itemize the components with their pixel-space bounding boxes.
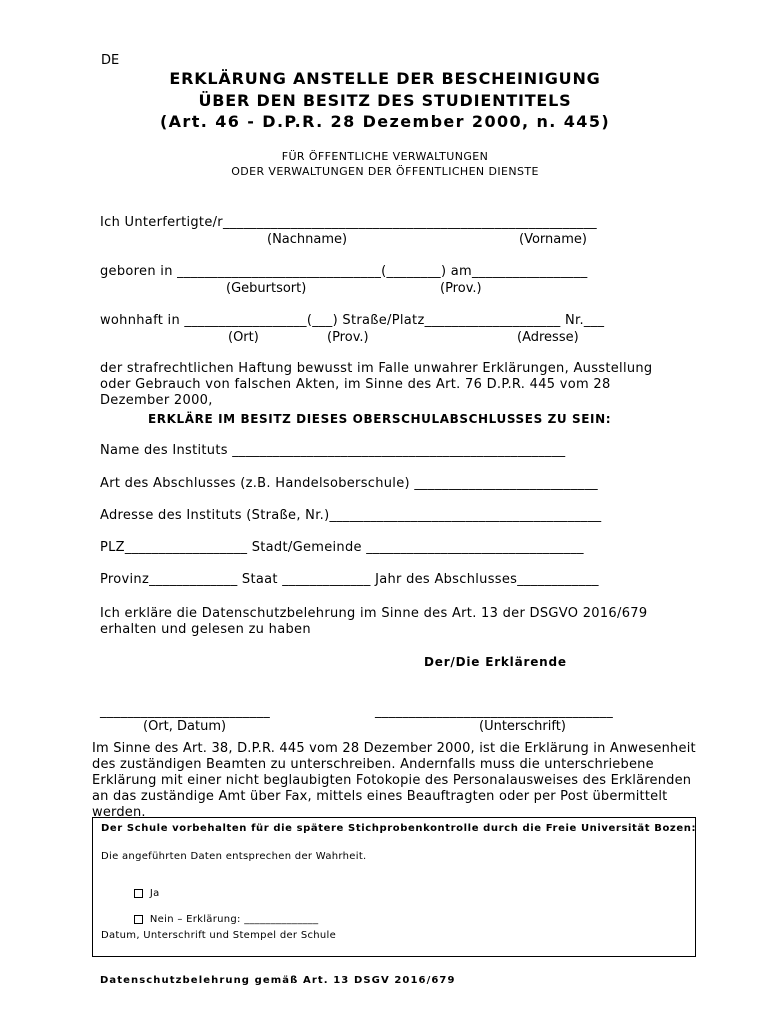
subtitle-line-1: FÜR ÖFFENTLICHE VERWALTUNGEN xyxy=(281,150,489,163)
privacy-statement: Ich erkläre die Datenschutzbelehrung im Sinne des Art. 13 der DSGVO 2016/679 erhalten und gelesen zu haben xyxy=(100,606,648,637)
title-line-1: ERKLÄRUNG ANSTELLE DER BESCHEINIGUNG xyxy=(169,69,601,88)
undersigned-field[interactable]: Ich Unterfertigte/r_______________________________________________________ xyxy=(100,215,597,230)
institute-address-field[interactable]: Adresse des Instituts (Straße, Nr.)________________________________________ xyxy=(100,508,602,523)
art38-paragraph: Im Sinne des Art. 38, D.P.R. 445 vom 28 Dezember 2000, ist die Erklärung in Anwesenheit des zuständigen Beamten zu unterschreiben. Andernfalls muss die unterschriebene Erklärung mit einer nicht beglaubigten Fotokopie des Personalausweises des Erklärenden an das zuständige Amt über Fax, mittels eines Beauftragten oder per Post übermittelt werden. xyxy=(92,741,696,820)
checkbox-yes[interactable] xyxy=(134,889,143,898)
title-line-3: (Art. 46 - D.P.R. 28 Dezember 2000, n. 445) xyxy=(159,112,611,131)
option-yes-label: Ja xyxy=(149,888,160,899)
subtitle-line-2: ODER VERWALTUNGEN DER ÖFFENTLICHEN DIENSTE xyxy=(231,165,539,178)
title-line-2: ÜBER DEN BESITZ DES STUDIENTITELS xyxy=(198,91,572,110)
surname-label: (Nachname) xyxy=(267,232,348,247)
signature-label: (Unterschrift) xyxy=(479,719,566,734)
degree-type-field[interactable]: Art des Abschlusses (z.B. Handelsoberschule) ___________________________ xyxy=(100,476,598,491)
checkbox-no[interactable] xyxy=(134,915,143,924)
residence-field[interactable]: wohnhaft in __________________(___) Straße/Platz____________________ Nr.___ xyxy=(100,313,605,328)
plz-city-field[interactable]: PLZ__________________ Stadt/Gemeinde ________________________________ xyxy=(100,540,584,555)
language-code: DE xyxy=(101,53,120,68)
declaration-heading: ERKLÄRE IM BESITZ DIESES OBERSCHULABSCHLUSSES ZU SEIN: xyxy=(148,412,612,426)
birthplace-label: (Geburtsort) xyxy=(226,281,307,296)
residence-province-label: (Prov.) xyxy=(327,330,369,345)
signature-line[interactable]: ___________________________________ xyxy=(375,704,613,719)
place-date-line[interactable]: _________________________ xyxy=(100,704,270,719)
place-date-label: (Ort, Datum) xyxy=(143,719,227,734)
birth-field[interactable]: geboren in ______________________________(________) am_________________ xyxy=(100,264,588,279)
declarant-label: Der/Die Erklärende xyxy=(424,655,567,669)
option-no-label: Nein – Erklärung: ______________ xyxy=(149,914,319,925)
school-reserved-box xyxy=(92,817,696,957)
privacy-notice-title: Datenschutzbelehrung gemäß Art. 13 DSGV 2016/679 xyxy=(100,975,456,986)
school-box-title: Der Schule vorbehalten für die spätere Stichprobenkontrolle durch die Freie Universität Bozen: xyxy=(101,823,697,834)
school-box-statement: Die angeführten Daten entsprechen der Wahrheit. xyxy=(101,851,367,862)
province-state-year-field[interactable]: Provinz_____________ Staat _____________ Jahr des Abschlusses____________ xyxy=(100,572,599,587)
place-label: (Ort) xyxy=(228,330,259,345)
firstname-label: (Vorname) xyxy=(519,232,587,247)
institute-name-field[interactable]: Name des Instituts _________________________________________________ xyxy=(100,443,566,458)
school-date-sign: Datum, Unterschrift und Stempel der Schule xyxy=(101,930,337,941)
liability-paragraph: der strafrechtlichen Haftung bewusst im Falle unwahrer Erklärungen, Ausstellung oder Gebrauch von falschen Akten, im Sinne des Art. 76 D.P.R. 445 vom 28 Dezember 2000, xyxy=(100,361,653,408)
address-label: (Adresse) xyxy=(517,330,579,345)
birth-province-label: (Prov.) xyxy=(440,281,482,296)
